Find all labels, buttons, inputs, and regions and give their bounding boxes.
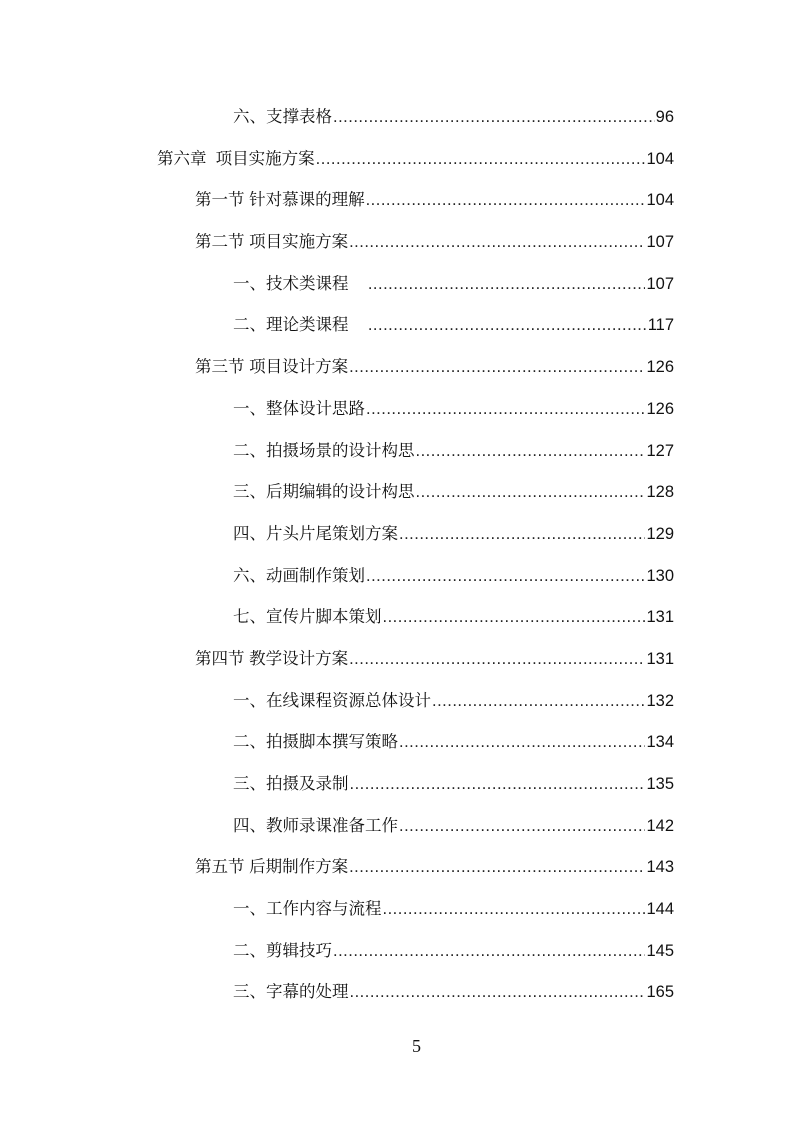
dot-leader — [333, 939, 645, 963]
toc-subsection-entry[interactable] — [157, 897, 674, 939]
dot-leader — [399, 522, 645, 546]
toc-entry-page: 126 — [646, 399, 674, 418]
toc-subsection-entry[interactable] — [157, 105, 674, 147]
toc-subsection-entry[interactable] — [157, 439, 674, 481]
toc-entry-title: 二、拍摄脚本撰写策略 — [233, 733, 398, 752]
dot-leader — [368, 313, 647, 337]
toc-entry-page: 134 — [646, 733, 674, 752]
toc-subsection-entry[interactable] — [157, 313, 674, 355]
toc-entry-page: 128 — [646, 483, 674, 502]
toc-entry-page: 144 — [646, 900, 674, 919]
toc-entry-page: 142 — [646, 816, 674, 835]
dot-leader — [349, 647, 645, 671]
toc-entry-title: 六、动画制作策划 — [233, 566, 365, 585]
toc-entry-page: 107 — [646, 274, 674, 293]
toc-entry-page: 127 — [646, 441, 674, 460]
toc-entry-page: 135 — [646, 775, 674, 793]
toc-entry-page: 96 — [655, 108, 674, 126]
toc-entry-title: 七、宣传片脚本策划 — [233, 608, 382, 627]
toc-entry-title: 三、字幕的处理 — [233, 983, 349, 1002]
dot-leader — [333, 105, 655, 129]
dot-leader — [349, 355, 645, 379]
toc-entry-title: 二、剪辑技巧 — [233, 941, 332, 960]
toc-entry-page: 117 — [647, 316, 674, 335]
toc-entry-title: 第四节 教学设计方案 — [195, 649, 349, 668]
dot-leader — [383, 897, 646, 921]
dot-leader — [368, 272, 646, 296]
toc-section-entry[interactable] — [157, 855, 674, 897]
dot-leader — [350, 772, 646, 796]
toc-subsection-entry[interactable] — [157, 564, 674, 606]
toc-section-entry[interactable] — [157, 230, 674, 272]
toc-entry-page: 143 — [646, 858, 674, 877]
toc-subsection-entry[interactable] — [157, 480, 674, 522]
toc-entry-title: 第三节 项目设计方案 — [195, 358, 349, 377]
dot-leader — [349, 855, 645, 879]
toc-entry-title: 第二节 项目实施方案 — [195, 233, 349, 252]
toc-entry-title: 二、理论类课程 — [233, 316, 367, 335]
toc-entry-title: 四、教师录课准备工作 — [233, 816, 398, 835]
toc-entry-title: 第一节 针对慕课的理解 — [195, 191, 365, 210]
toc-entry-title: 一、技术类课程 — [233, 274, 367, 293]
toc-subsection-entry[interactable] — [157, 522, 674, 564]
toc-subsection-entry[interactable] — [157, 980, 674, 1022]
dot-leader — [383, 605, 646, 629]
dot-leader — [399, 730, 645, 754]
toc-entry-title: 第五节 后期制作方案 — [195, 858, 349, 877]
toc-entry-page: 104 — [646, 191, 674, 210]
toc-entry-page: 165 — [646, 983, 674, 1002]
toc-subsection-entry[interactable] — [157, 814, 674, 856]
toc-section-entry[interactable] — [157, 188, 674, 230]
toc-subsection-entry[interactable] — [157, 772, 674, 814]
toc-section-entry[interactable] — [157, 647, 674, 689]
toc-subsection-entry[interactable] — [157, 605, 674, 647]
toc-entry-page: 131 — [646, 608, 674, 627]
dot-leader — [366, 188, 646, 212]
toc-entry-page: 107 — [646, 233, 674, 252]
toc-entry-title: 四、片头片尾策划方案 — [233, 524, 398, 543]
toc-entry-title: 一、工作内容与流程 — [233, 900, 382, 919]
toc-entry-title: 一、在线课程资源总体设计 — [233, 691, 431, 710]
toc-entry-page: 126 — [646, 358, 674, 377]
table-of-contents — [157, 105, 674, 1022]
dot-leader — [416, 439, 646, 463]
toc-entry-page: 132 — [646, 691, 674, 710]
toc-entry-title: 二、拍摄场景的设计构思 — [233, 441, 415, 460]
dot-leader — [416, 480, 646, 504]
dot-leader — [366, 564, 645, 588]
dot-leader — [399, 814, 645, 838]
toc-subsection-entry[interactable] — [157, 397, 674, 439]
toc-subsection-entry[interactable] — [157, 939, 674, 981]
toc-entry-title: 一、整体设计思路 — [233, 399, 365, 418]
dot-leader — [366, 397, 645, 421]
toc-subsection-entry[interactable] — [157, 730, 674, 772]
toc-entry-page: 145 — [646, 941, 674, 960]
toc-entry-title: 六、支撑表格 — [233, 108, 332, 126]
dot-leader — [432, 689, 645, 713]
toc-chapter-entry[interactable] — [157, 147, 674, 189]
toc-entry-title: 第六章 项目实施方案 — [157, 149, 315, 168]
toc-entry-page: 131 — [646, 649, 674, 668]
toc-entry-page: 104 — [646, 149, 674, 168]
dot-leader — [350, 980, 646, 1004]
toc-subsection-entry[interactable] — [157, 272, 674, 314]
toc-entry-page: 129 — [646, 524, 674, 543]
toc-entry-page: 130 — [646, 566, 674, 585]
dot-leader — [316, 147, 646, 171]
toc-entry-title: 三、拍摄及录制 — [233, 775, 349, 793]
dot-leader — [349, 230, 645, 254]
toc-entry-title: 三、后期编辑的设计构思 — [233, 483, 415, 502]
toc-section-entry[interactable] — [157, 355, 674, 397]
toc-subsection-entry[interactable] — [157, 689, 674, 731]
page-number: 5 — [412, 1036, 421, 1056]
